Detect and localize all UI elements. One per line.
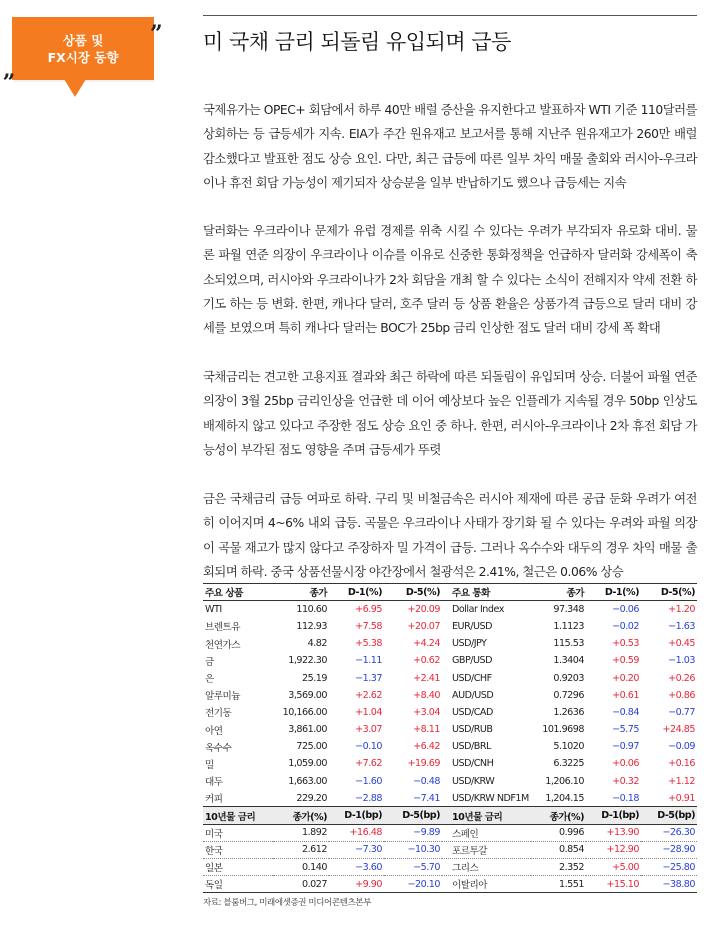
table-cell: −0.84 [612, 706, 639, 718]
table-cell: GBP/USD [452, 655, 493, 667]
table-row [203, 841, 697, 858]
table-row [203, 755, 697, 772]
table-header-bonds [203, 807, 697, 824]
badge-line-1: 상품 및 [62, 32, 104, 48]
table-cell: 1,206.10 [545, 775, 584, 787]
paragraph-bonds: 국채금리는 견고한 고용지표 결과와 최근 하락에 따른 되돌림이 유입되며 상승. 더불어 파월 연준 의장이 3월 25bp 금리인상을 언급한 데 이어 예상보다 높은 인플레가 지속될 경우 50bp 인상도 배제하지 않고 있다고 주장한 점도 상승 요인 중 하나. 한편, 러시아-우크라이나 2차 휴전 회담 가능성이 부각된 점도 영향을 주며 급등세가 뚜렷 [203, 370, 697, 457]
table-cell: USD/CHF [452, 672, 492, 684]
table-cell: +6.42 [413, 741, 440, 753]
table-cell: EUR/USD [452, 620, 492, 632]
table-row [203, 721, 697, 738]
table-cell: 이탈리아 [442, 876, 531, 893]
market-table [203, 583, 697, 893]
table-cell: +8.40 [413, 689, 440, 701]
table-cell: −0.77 [668, 706, 695, 718]
table-row [203, 859, 697, 876]
table-row [203, 635, 697, 652]
table-cell: +7.58 [355, 620, 382, 632]
table-cell: −28.90 [641, 841, 697, 858]
table-cell: USD/BRL [452, 741, 491, 753]
table-cell: +12.90 [586, 841, 641, 858]
table-row [203, 669, 697, 686]
table-cell: 1.892 [273, 824, 329, 841]
table-cell: 천연가스 [205, 639, 241, 651]
table-row [203, 652, 697, 669]
table-cell: 97.348 [553, 604, 584, 616]
table-cell: −0.18 [586, 790, 641, 807]
table-cell: +0.59 [612, 655, 639, 667]
table-cell: 0.140 [273, 859, 329, 876]
table-row [203, 687, 697, 704]
table-cell: +1.04 [355, 706, 382, 718]
table-cell: +6.95 [355, 604, 382, 616]
table-cell: +20.07 [407, 620, 440, 632]
table-cell: 3,861.00 [288, 724, 327, 736]
table-cell: +9.90 [329, 876, 384, 893]
col-header: 주요 통화 [442, 584, 531, 601]
commodity-fx-rows [203, 601, 697, 807]
col-header: D-5(%) [384, 584, 442, 601]
table-cell: +5.00 [586, 859, 641, 876]
col-header: D-1(%) [586, 584, 641, 601]
table-cell: 한국 [203, 841, 273, 858]
table-row [203, 824, 697, 841]
table-cell: +20.09 [407, 604, 440, 616]
table-cell: 1,922.30 [288, 655, 327, 667]
table-cell: +1.20 [668, 604, 695, 616]
table-cell: 은 [205, 674, 214, 686]
table-cell: −7.41 [384, 790, 442, 807]
table-cell: +2.41 [413, 672, 440, 684]
table-cell: 그리스 [442, 859, 531, 876]
table-cell: −1.60 [355, 775, 382, 787]
col-header: 종가(%) [531, 807, 586, 824]
table-cell: 101.9698 [542, 724, 584, 736]
table-cell: −0.10 [355, 741, 382, 753]
table-cell: +0.86 [668, 689, 695, 701]
col-header: 종가 [531, 584, 586, 601]
col-header: 주요 상품 [203, 584, 273, 601]
col-header: 10년물 금리 [442, 807, 531, 824]
table-cell: USD/CNH [452, 758, 494, 770]
table-cell: −7.30 [329, 841, 384, 858]
table-cell: 일본 [203, 859, 273, 876]
table-cell: WTI [205, 604, 222, 616]
table-cell: 미국 [203, 824, 273, 841]
table-cell: USD/CAD [452, 706, 493, 718]
col-header: 종가(%) [273, 807, 329, 824]
table-cell: 0.027 [273, 876, 329, 893]
table-row [203, 704, 697, 721]
table-cell: +15.10 [586, 876, 641, 893]
table-cell: 112.93 [296, 620, 327, 632]
table-cell: 1,059.00 [288, 758, 327, 770]
badge-line-2: FX시장 동향 [47, 49, 119, 65]
table-cell: +0.45 [668, 638, 695, 650]
table-cell: USD/RUB [452, 724, 493, 736]
table-cell: +0.91 [641, 790, 697, 807]
table-cell: AUD/USD [452, 689, 494, 701]
table-cell: 3,569.00 [288, 689, 327, 701]
table-cell: 1.3404 [553, 655, 584, 667]
page-title: 미 국채 금리 되돌림 유입되며 급등 [203, 30, 511, 54]
table-cell: −0.97 [612, 741, 639, 753]
table-cell: +0.26 [668, 672, 695, 684]
table-cell: +0.06 [612, 758, 639, 770]
table-cell: +1.12 [668, 775, 695, 787]
table-cell: 5.1020 [553, 741, 584, 753]
section-badge [12, 17, 154, 80]
table-cell: 25.19 [302, 672, 327, 684]
badge-tail [64, 79, 86, 97]
table-cell: 전기동 [205, 708, 232, 720]
table-cell: +0.20 [612, 672, 639, 684]
table-cell: +0.62 [413, 655, 440, 667]
table-cell: 스페인 [442, 824, 531, 841]
table-cell: 0.854 [531, 841, 586, 858]
table-header [203, 584, 697, 601]
table-row [203, 773, 697, 790]
table-cell: +4.24 [413, 638, 440, 650]
table-cell: 1.2636 [553, 706, 584, 718]
table-cell: +2.62 [355, 689, 382, 701]
table-cell: 1,204.15 [531, 790, 586, 807]
table-cell: −10.30 [384, 841, 442, 858]
table-cell: 1,663.00 [288, 775, 327, 787]
table-cell: −0.06 [612, 604, 639, 616]
table-cell: 0.7296 [553, 689, 584, 701]
table-row [203, 738, 697, 755]
table-cell: +19.69 [407, 758, 440, 770]
source-note: 자료: 블룸버그, 미래에셋증권 미디어콘텐츠본부 [203, 898, 371, 908]
table-cell: 115.53 [553, 638, 584, 650]
table-cell: Dollar Index [452, 604, 504, 616]
table-cell: 10,166.00 [282, 706, 327, 718]
col-header: D-1(bp) [586, 807, 641, 824]
table-cell: 0.9203 [553, 672, 584, 684]
table-cell: −0.09 [668, 741, 695, 753]
table-cell: 2.612 [273, 841, 329, 858]
table-cell: 2.352 [531, 859, 586, 876]
table-cell: −0.48 [413, 775, 440, 787]
table-cell: 아연 [205, 725, 223, 737]
table-cell: +24.85 [662, 724, 695, 736]
table-cell: USD/KRW [452, 775, 495, 787]
table-cell: −20.10 [384, 876, 442, 893]
table-cell: −38.80 [641, 876, 697, 893]
table-cell: +8.11 [413, 724, 440, 736]
table-cell: 725.00 [296, 741, 327, 753]
table-cell: 포르투갈 [442, 841, 531, 858]
table-cell: 브렌트유 [205, 622, 241, 634]
table-cell: +0.61 [612, 689, 639, 701]
table-cell: +0.53 [612, 638, 639, 650]
table-cell: 밀 [205, 759, 214, 771]
table-cell: −9.89 [384, 824, 442, 841]
table-cell: 1.551 [531, 876, 586, 893]
table-row [203, 618, 697, 635]
table-cell: −1.63 [668, 620, 695, 632]
table-cell: 110.60 [296, 604, 327, 616]
table-cell: 4.82 [307, 638, 327, 650]
table-cell: +13.90 [586, 824, 641, 841]
table-row [203, 790, 697, 807]
table-cell: −5.75 [612, 724, 639, 736]
table-cell: +7.62 [355, 758, 382, 770]
table-cell: 대두 [205, 777, 223, 789]
table-cell: −26.30 [641, 824, 697, 841]
paragraph-fx: 달러화는 우크라이나 문제가 유럽 경제를 위축 시킬 수 있다는 우려가 부각되자 유로화 대비. 물론 파월 연준 의장이 우크라이나 이슈를 이유로 신중한 통화정책을 언급하자 달러화 강세폭이 축소되었으며, 러시아와 우크라이나가 2차 회담을 개최 할 수 있다는 소식이 전해지자 약세 전환 하기도 하는 등 변화. 한편, 캐나다 달러, 호주 달러 등 상품 환율은 상품가격 급등으로 달러 대비 강세를 보였으며 특히 캐나다 달러는 BOC가 25bp 금리 인상한 점도 달러 대비 강세 폭 확대 [203, 224, 697, 336]
table-cell: +5.38 [355, 638, 382, 650]
table-cell: +3.07 [355, 724, 382, 736]
table-cell: USD/KRW NDF1M [442, 790, 531, 807]
col-header: D-1(bp) [329, 807, 384, 824]
table-cell: 229.20 [273, 790, 329, 807]
table-cell: 독일 [203, 876, 273, 893]
table-cell: 1.1123 [553, 620, 584, 632]
col-header: D-5(%) [641, 584, 697, 601]
table-cell: −5.70 [384, 859, 442, 876]
table-cell: −2.88 [329, 790, 384, 807]
table-cell: 알루미늄 [205, 691, 241, 703]
col-header: D-5(bp) [641, 807, 697, 824]
paragraph-metals: 금은 국채금리 급등 여파로 하락. 구리 및 비철금속은 러시아 제재에 따른 공급 둔화 우려가 여전히 이어지며 4~6% 내외 급등. 곡물은 우크라이나 사태가 장기화 될 수 있다는 우려와 파월 의장이 곡물 재고가 많지 않다고 주장하자 밀 가격이 급등. 그러나 옥수수와 대두의 경우 차익 매물 출회되며 하락. 중국 상품선물시장 야간장에서 철광석은 2.41%, 철근은 0.06% 상승 [203, 492, 697, 579]
table-cell: +3.04 [413, 706, 440, 718]
col-header: D-1(%) [329, 584, 384, 601]
table-cell: 커피 [203, 790, 273, 807]
table-cell: 6.3225 [553, 758, 584, 770]
close-quote-icon: ” [150, 21, 163, 47]
paragraph-oil: 국제유가는 OPEC+ 회담에서 하루 40만 배럴 증산을 유지한다고 발표하자 WTI 기준 110달러를 상회하는 등 급등세가 지속. EIA가 주간 원유재고 보고서를 통해 지난주 원유재고가 260만 배럴 감소했다고 발표한 점도 상승 요인. 다만, 최근 급등에 따른 일부 차익 매물 출회와 러시아-우크라이나 휴전 회담 가능성이 제기되자 상승분을 일부 반납하기도 했으나 급등세는 지속 [203, 103, 697, 190]
table-cell: −1.03 [668, 655, 695, 667]
table-row [203, 876, 697, 893]
table-cell: +16.48 [329, 824, 384, 841]
table-cell: +0.32 [612, 775, 639, 787]
table-cell: −3.60 [329, 859, 384, 876]
table-cell: −25.80 [641, 859, 697, 876]
table-cell: −1.11 [355, 655, 382, 667]
table-row [203, 601, 697, 618]
col-header: 10년물 금리 [203, 807, 273, 824]
col-header: D-5(bp) [384, 807, 442, 824]
table-cell: −0.02 [612, 620, 639, 632]
table-cell: 0.996 [531, 824, 586, 841]
table-cell: 금 [205, 656, 214, 668]
bond-rows [203, 824, 697, 893]
table-cell: USD/JPY [452, 638, 487, 650]
col-header: 종가 [273, 584, 329, 601]
open-quote-icon: „ [3, 57, 16, 83]
table-cell: +0.16 [668, 758, 695, 770]
table-cell: 옥수수 [205, 742, 232, 754]
top-rule [203, 15, 697, 16]
table-cell: −1.37 [355, 672, 382, 684]
